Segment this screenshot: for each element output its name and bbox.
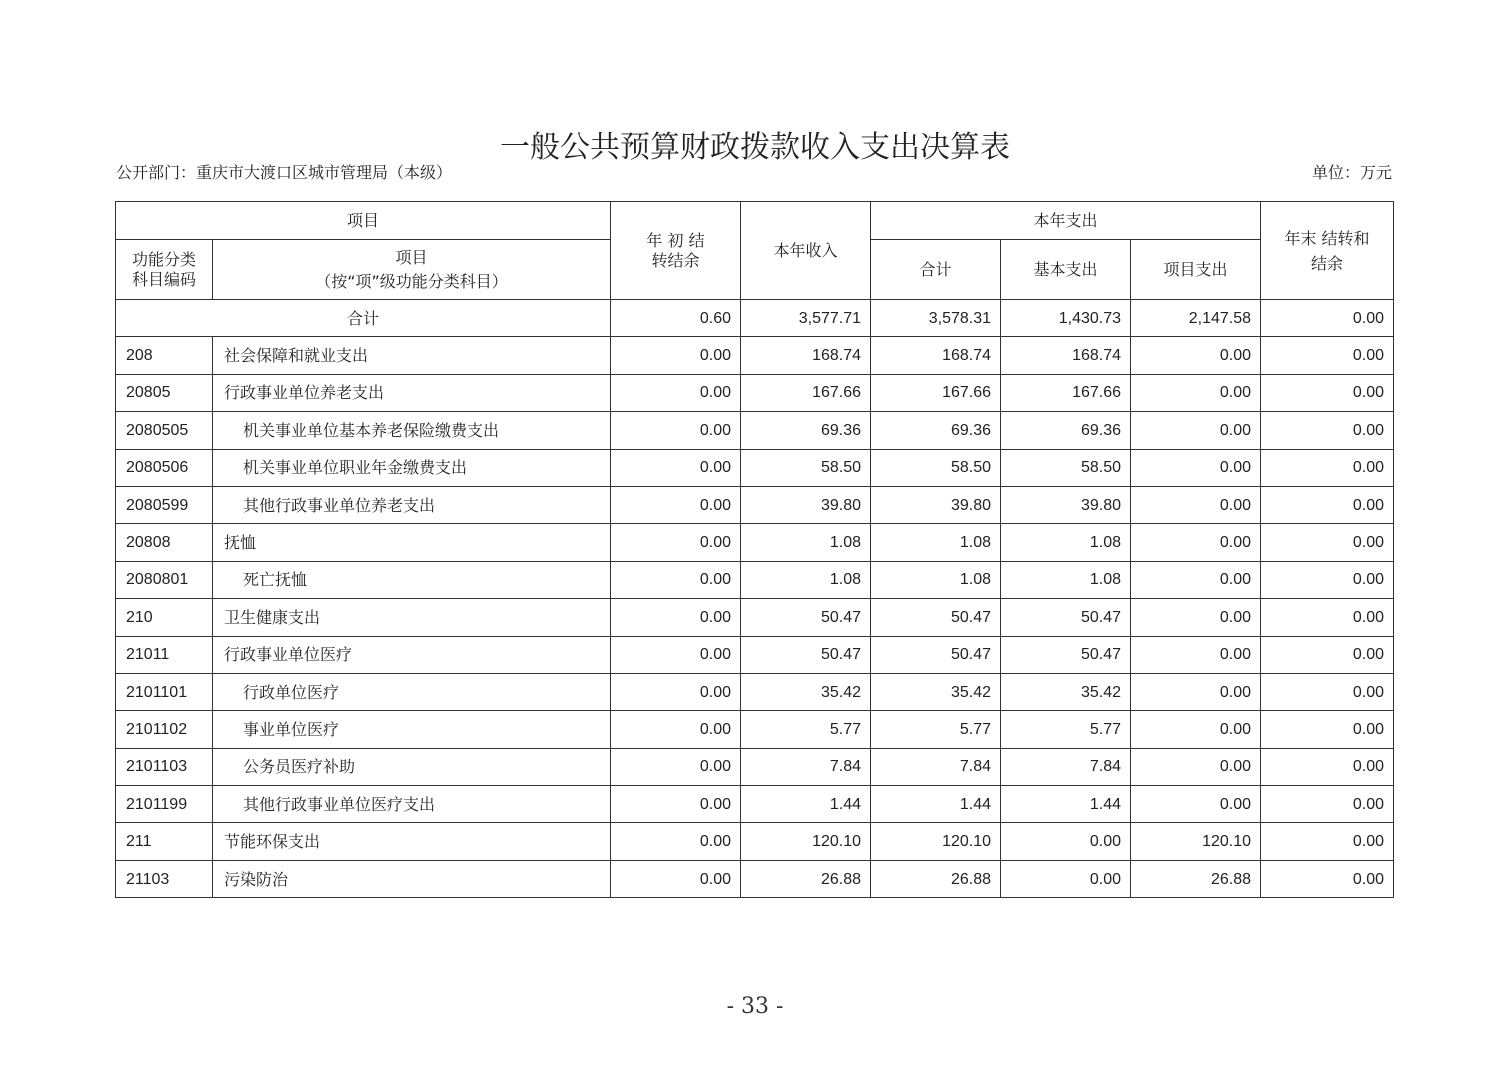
row-code: 2101199 [116, 786, 213, 823]
row-project: 0.00 [1131, 561, 1261, 598]
row-basic: 168.74 [1001, 337, 1131, 374]
unit-label: 单位：万元 [1311, 163, 1392, 182]
row-expense-total: 50.47 [871, 599, 1001, 636]
row-name: 机关事业单位职业年金缴费支出 [213, 449, 611, 486]
row-project: 0.00 [1131, 786, 1261, 823]
row-basic: 5.77 [1001, 711, 1131, 748]
row-expense-total: 168.74 [871, 337, 1001, 374]
row-end: 0.00 [1261, 636, 1394, 673]
row-basic: 1.08 [1001, 524, 1131, 561]
row-code: 2080801 [116, 561, 213, 598]
row-name: 死亡抚恤 [213, 561, 611, 598]
row-code: 2080506 [116, 449, 213, 486]
row-name: 事业单位医疗 [213, 711, 611, 748]
header-end-balance [1261, 202, 1394, 300]
table-row [116, 524, 1394, 561]
row-project: 0.00 [1131, 748, 1261, 785]
row-begin: 0.00 [611, 636, 741, 673]
row-begin: 0.00 [611, 673, 741, 710]
row-begin: 0.00 [611, 449, 741, 486]
row-end: 0.00 [1261, 748, 1394, 785]
row-basic: 35.42 [1001, 673, 1131, 710]
table-row [116, 561, 1394, 598]
table-row [116, 823, 1394, 860]
row-name: 卫生健康支出 [213, 599, 611, 636]
row-expense-total: 167.66 [871, 374, 1001, 411]
row-income: 7.84 [741, 748, 871, 785]
row-basic: 0.00 [1001, 860, 1131, 897]
header-project-expense: 项目支出 [1131, 240, 1261, 300]
row-income: 167.66 [741, 374, 871, 411]
row-project: 0.00 [1131, 449, 1261, 486]
row-begin: 0.00 [611, 486, 741, 523]
row-income: 26.88 [741, 860, 871, 897]
page-title: 一般公共预算财政拨款收入支出决算表 [500, 130, 1010, 165]
table-row [116, 860, 1394, 897]
row-basic: 1.44 [1001, 786, 1131, 823]
row-name: 社会保障和就业支出 [213, 337, 611, 374]
row-end: 0.00 [1261, 860, 1394, 897]
row-name: 公务员医疗补助 [213, 748, 611, 785]
row-end: 0.00 [1261, 561, 1394, 598]
header-end-balance-text: 年末 结转和结余 [1284, 228, 1370, 273]
row-income: 1.08 [741, 524, 871, 561]
row-project: 0.00 [1131, 486, 1261, 523]
row-name: 其他行政事业单位医疗支出 [213, 786, 611, 823]
total-basic: 1,430.73 [1001, 300, 1131, 337]
total-project: 2,147.58 [1131, 300, 1261, 337]
row-project: 120.10 [1131, 823, 1261, 860]
row-begin: 0.00 [611, 337, 741, 374]
row-code: 2101102 [116, 711, 213, 748]
row-begin: 0.00 [611, 561, 741, 598]
row-basic: 50.47 [1001, 636, 1131, 673]
department-label: 公开部门：重庆市大渡口区城市管理局（本级） [116, 163, 453, 182]
total-end: 0.00 [1261, 300, 1394, 337]
row-income: 5.77 [741, 711, 871, 748]
row-income: 39.80 [741, 486, 871, 523]
row-project: 0.00 [1131, 374, 1261, 411]
row-code: 211 [116, 823, 213, 860]
table-row [116, 636, 1394, 673]
row-code: 2080599 [116, 486, 213, 523]
row-basic: 0.00 [1001, 823, 1131, 860]
row-code: 2101101 [116, 673, 213, 710]
row-begin: 0.00 [611, 524, 741, 561]
row-basic: 7.84 [1001, 748, 1131, 785]
row-name: 行政事业单位养老支出 [213, 374, 611, 411]
row-name: 行政事业单位医疗 [213, 636, 611, 673]
header-code-text: 功能分类科目编码 [131, 249, 196, 289]
row-code: 20805 [116, 374, 213, 411]
row-basic: 50.47 [1001, 599, 1131, 636]
row-expense-total: 50.47 [871, 636, 1001, 673]
total-begin: 0.60 [611, 300, 741, 337]
row-expense-total: 26.88 [871, 860, 1001, 897]
row-project: 26.88 [1131, 860, 1261, 897]
row-end: 0.00 [1261, 486, 1394, 523]
row-code: 2101103 [116, 748, 213, 785]
total-row [116, 300, 1394, 337]
header-basic-expense: 基本支出 [1001, 240, 1131, 300]
header-code [116, 240, 213, 300]
row-expense-total: 58.50 [871, 449, 1001, 486]
row-expense-total: 1.08 [871, 524, 1001, 561]
row-income: 35.42 [741, 673, 871, 710]
table-row [116, 748, 1394, 785]
header-expense-group: 本年支出 [871, 202, 1261, 240]
row-end: 0.00 [1261, 337, 1394, 374]
row-basic: 69.36 [1001, 412, 1131, 449]
row-expense-total: 39.80 [871, 486, 1001, 523]
row-begin: 0.00 [611, 823, 741, 860]
row-project: 0.00 [1131, 636, 1261, 673]
table-row [116, 711, 1394, 748]
row-end: 0.00 [1261, 786, 1394, 823]
row-end: 0.00 [1261, 823, 1394, 860]
row-income: 69.36 [741, 412, 871, 449]
row-project: 0.00 [1131, 412, 1261, 449]
row-income: 50.47 [741, 599, 871, 636]
total-expense-total: 3,578.31 [871, 300, 1001, 337]
row-project: 0.00 [1131, 711, 1261, 748]
row-begin: 0.00 [611, 412, 741, 449]
row-begin: 0.00 [611, 748, 741, 785]
row-income: 1.08 [741, 561, 871, 598]
header-item-name-line1: 项目 [395, 247, 428, 267]
row-end: 0.00 [1261, 711, 1394, 748]
row-basic: 58.50 [1001, 449, 1131, 486]
row-name: 节能环保支出 [213, 823, 611, 860]
row-begin: 0.00 [611, 711, 741, 748]
row-code: 2080505 [116, 412, 213, 449]
row-expense-total: 7.84 [871, 748, 1001, 785]
table-row [116, 486, 1394, 523]
row-code: 210 [116, 599, 213, 636]
table-row [116, 673, 1394, 710]
row-name: 其他行政事业单位养老支出 [213, 486, 611, 523]
row-expense-total: 5.77 [871, 711, 1001, 748]
row-end: 0.00 [1261, 673, 1394, 710]
row-expense-total: 1.44 [871, 786, 1001, 823]
row-basic: 167.66 [1001, 374, 1131, 411]
row-begin: 0.00 [611, 599, 741, 636]
row-basic: 39.80 [1001, 486, 1131, 523]
table-row [116, 412, 1394, 449]
row-code: 21103 [116, 860, 213, 897]
row-end: 0.00 [1261, 599, 1394, 636]
total-income: 3,577.71 [741, 300, 871, 337]
row-end: 0.00 [1261, 374, 1394, 411]
row-income: 168.74 [741, 337, 871, 374]
row-name: 机关事业单位基本养老保险缴费支出 [213, 412, 611, 449]
row-project: 0.00 [1131, 599, 1261, 636]
table-row [116, 599, 1394, 636]
row-income: 120.10 [741, 823, 871, 860]
header-expense-total: 合计 [871, 240, 1001, 300]
row-income: 50.47 [741, 636, 871, 673]
row-income: 1.44 [741, 786, 871, 823]
row-project: 0.00 [1131, 524, 1261, 561]
table-row [116, 786, 1394, 823]
row-begin: 0.00 [611, 860, 741, 897]
header-item-name [213, 240, 611, 300]
row-expense-total: 69.36 [871, 412, 1001, 449]
budget-table [115, 201, 1394, 898]
row-project: 0.00 [1131, 673, 1261, 710]
row-income: 58.50 [741, 449, 871, 486]
header-begin-balance-text: 年 初 结转结余 [646, 230, 705, 270]
row-end: 0.00 [1261, 449, 1394, 486]
page-number: - 33 - [726, 994, 784, 1019]
header-income: 本年收入 [741, 202, 871, 300]
row-name: 抚恤 [213, 524, 611, 561]
row-end: 0.00 [1261, 524, 1394, 561]
header-item-name-line2: （按“项”级功能分类科目） [315, 271, 508, 291]
row-code: 208 [116, 337, 213, 374]
row-name: 污染防治 [213, 860, 611, 897]
row-code: 20808 [116, 524, 213, 561]
table-row [116, 374, 1394, 411]
header-item-group: 项目 [116, 202, 611, 240]
total-label: 合计 [116, 300, 611, 337]
row-name: 行政单位医疗 [213, 673, 611, 710]
row-expense-total: 120.10 [871, 823, 1001, 860]
row-expense-total: 35.42 [871, 673, 1001, 710]
table-row [116, 449, 1394, 486]
row-code: 21011 [116, 636, 213, 673]
row-begin: 0.00 [611, 786, 741, 823]
header-begin-balance [611, 202, 741, 300]
row-project: 0.00 [1131, 337, 1261, 374]
row-end: 0.00 [1261, 412, 1394, 449]
row-expense-total: 1.08 [871, 561, 1001, 598]
table-row [116, 337, 1394, 374]
row-begin: 0.00 [611, 374, 741, 411]
row-basic: 1.08 [1001, 561, 1131, 598]
